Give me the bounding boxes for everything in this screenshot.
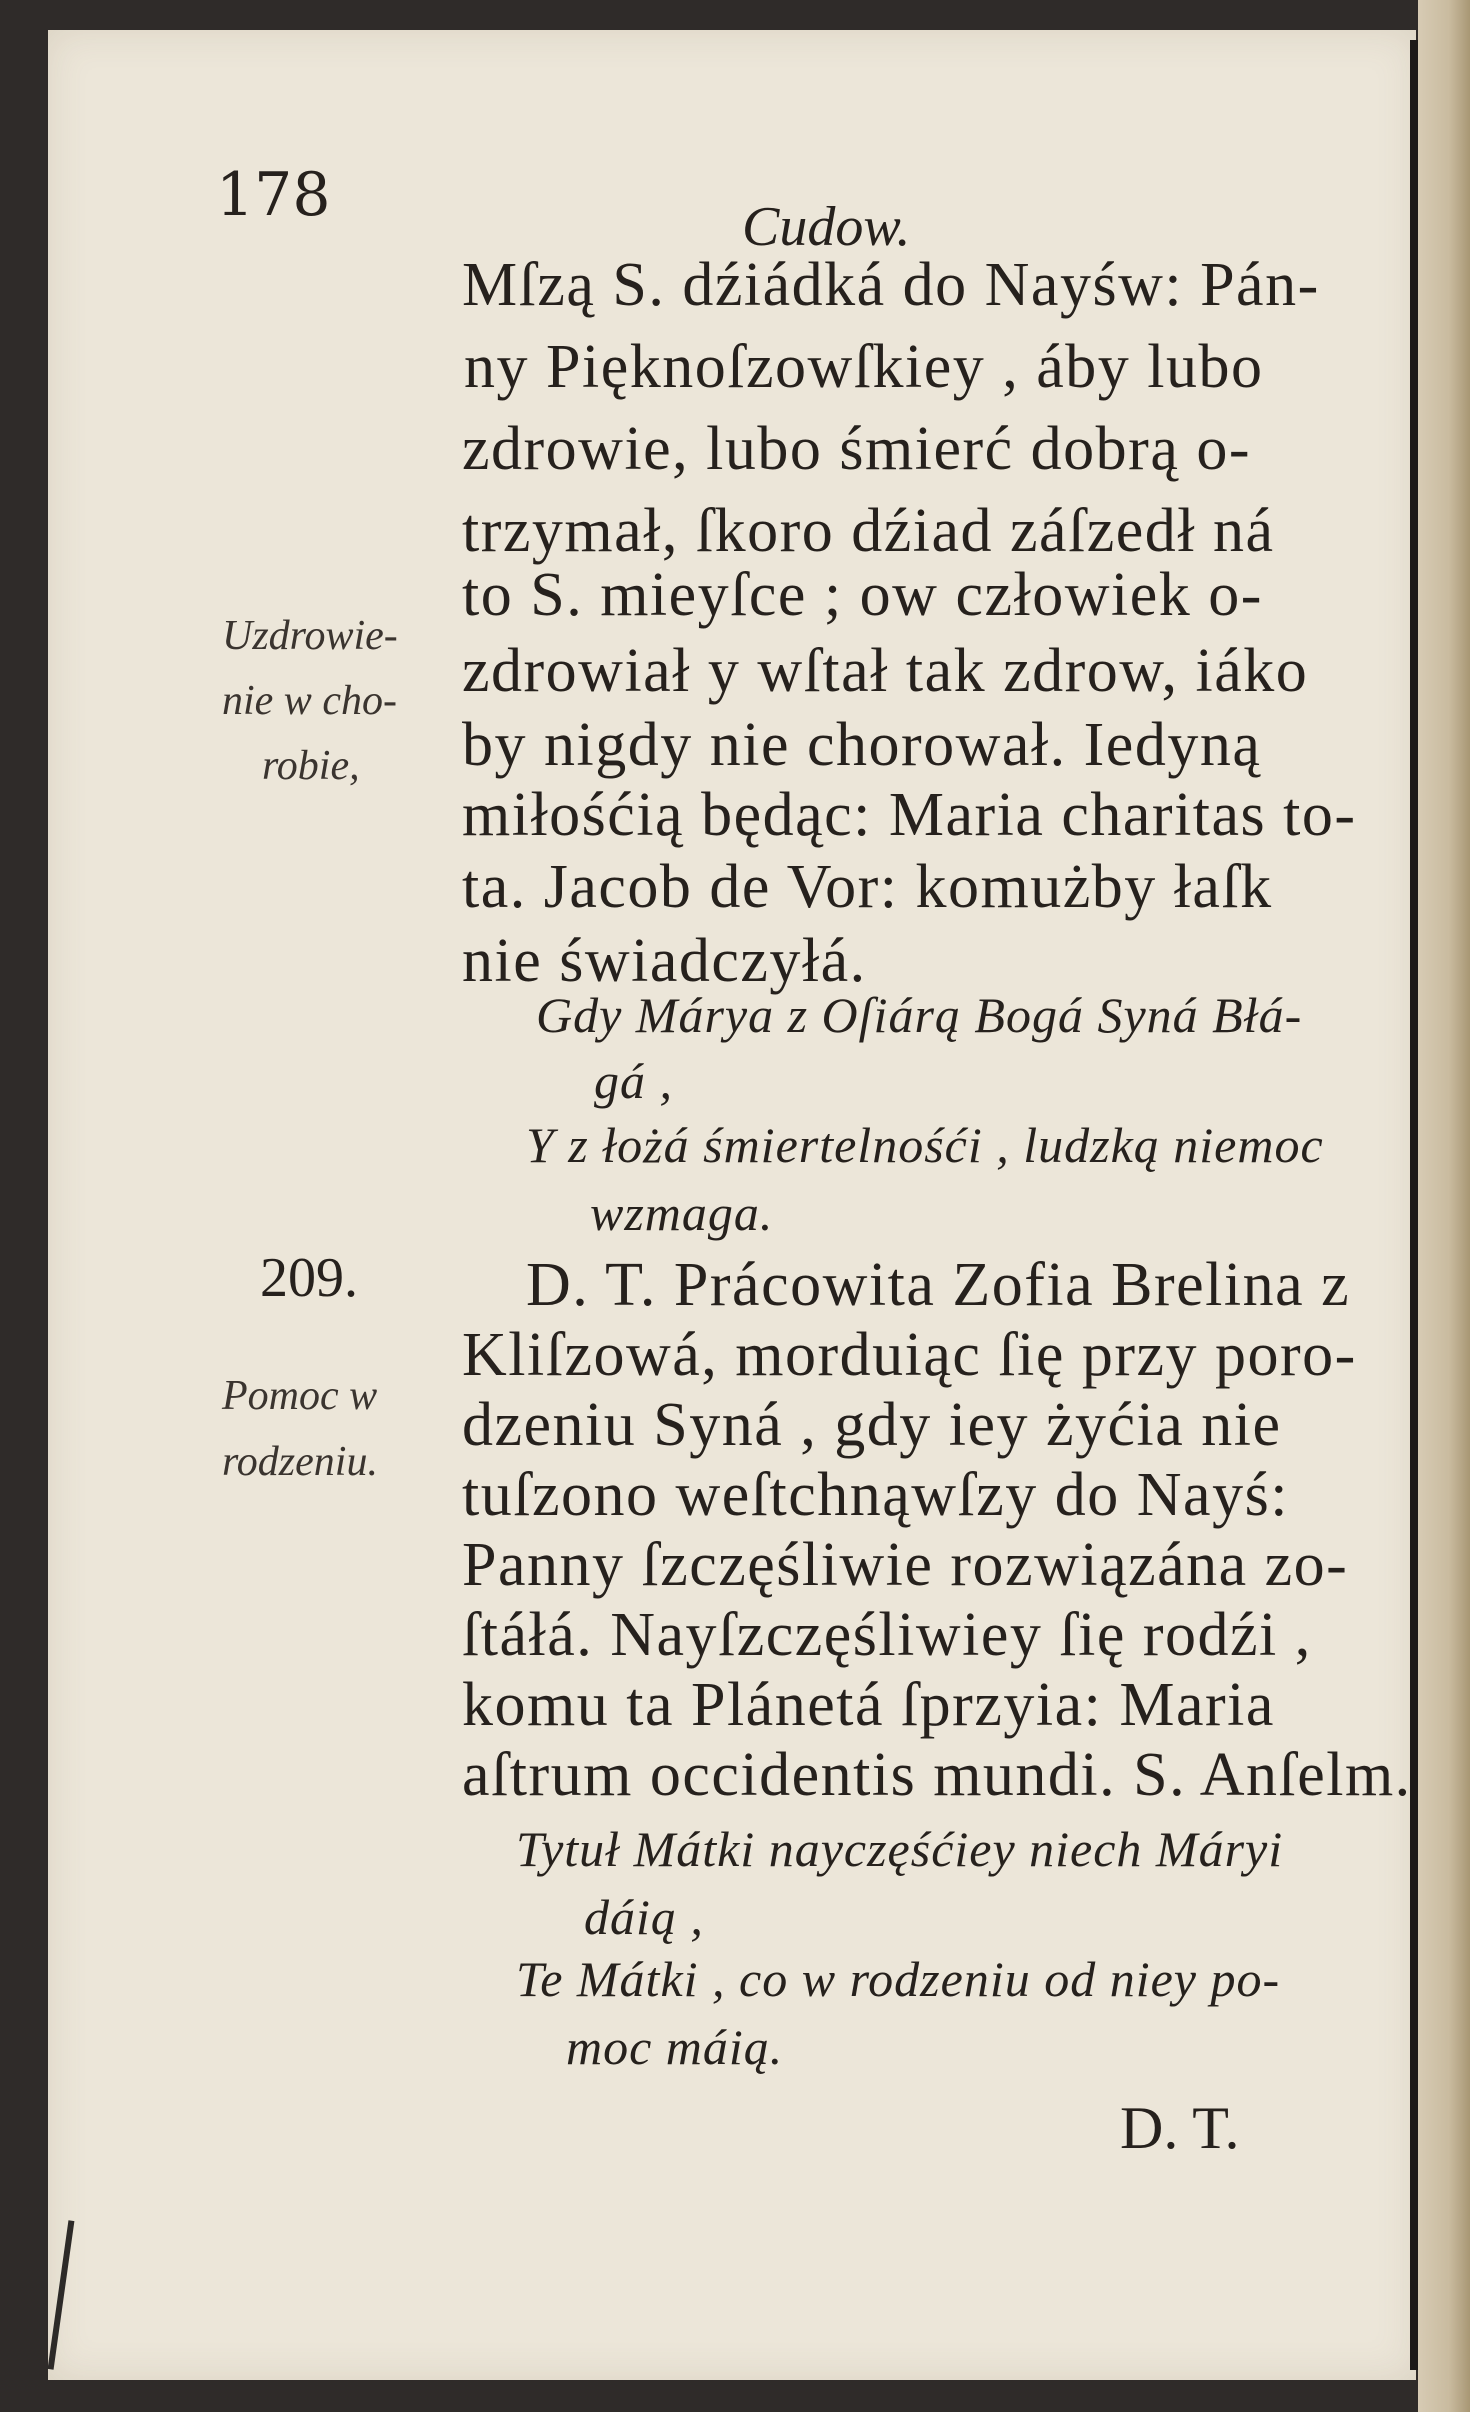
margin-note-line: robie, — [262, 743, 360, 789]
next-page-edge — [1418, 0, 1470, 2412]
text-line: trzymał, ſkoro dźiad záſzedł ná — [462, 497, 1275, 565]
verse-line: wzmaga. — [590, 1185, 774, 1241]
verse-line: Gdy Márya z Oſiárą Bogá Syná Błá- — [536, 987, 1303, 1043]
text-line: dzeniu Syná , gdy iey żyćia nie — [462, 1391, 1282, 1459]
text-line: zdrowie, lubo śmierć dobrą o- — [462, 415, 1251, 483]
page-number: 178 — [216, 160, 331, 230]
text-line: Mſzą S. dźiádká do Nayśw: Pán- — [462, 251, 1320, 319]
entry-number: 209. — [260, 1247, 358, 1309]
verse-line: Tytuł Mátki nayczęśćiey niech Máryi — [516, 1821, 1284, 1877]
text-line: to S. mieyſce ; ow człowiek o- — [462, 561, 1263, 629]
verse-line: dáią , — [584, 1889, 704, 1945]
text-line: tuſzono weſtchnąwſzy do Nayś: — [462, 1461, 1289, 1529]
margin-note-line: Uzdrowie- — [222, 613, 398, 659]
text-line: komu ta Plánetá ſprzyia: Maria — [462, 1671, 1275, 1739]
verse-line: gá , — [594, 1053, 673, 1109]
margin-note-line: nie w cho- — [222, 678, 397, 724]
margin-note-line: rodzeniu. — [222, 1439, 378, 1485]
text-line: Panny ſzczęśliwie rozwiązána zo- — [462, 1531, 1349, 1599]
text-line: nie świadczyłá. — [462, 927, 867, 995]
text-line: zdrowiał y wſtał tak zdrow, iáko — [462, 637, 1309, 705]
page-edge-shadow — [1410, 40, 1418, 2370]
text-line: miłośćią będąc: Maria charitas to- — [462, 781, 1357, 849]
text-line: ny Pięknoſzowſkiey , áby lubo — [464, 333, 1264, 401]
verse-line: Y z łożá śmiertelnośći , ludzką niemoc — [526, 1117, 1324, 1173]
signature: D. T. — [1120, 2095, 1240, 2161]
verse-line: Te Mátki , co w rodzeniu od niey po- — [516, 1951, 1281, 2007]
text-line: by nigdy nie chorował. Iedyną — [462, 711, 1262, 779]
verse-line: moc máią. — [566, 2019, 784, 2075]
text-line: ta. Jacob de Vor: komużby łaſk — [462, 853, 1273, 921]
text-line: aſtrum occidentis mundi. S. Anſelm. — [462, 1741, 1412, 1809]
text-line: ſtáłá. Nayſzczęśliwiey ſię rodźi , — [462, 1601, 1312, 1669]
margin-note-line: Pomoc w — [222, 1373, 378, 1419]
text-line: Kliſzowá, morduiąc ſię przy poro- — [462, 1321, 1357, 1389]
running-head: Cudow. — [742, 196, 911, 258]
text-line: D. T. Prácowita Zofia Brelina z — [526, 1251, 1351, 1319]
